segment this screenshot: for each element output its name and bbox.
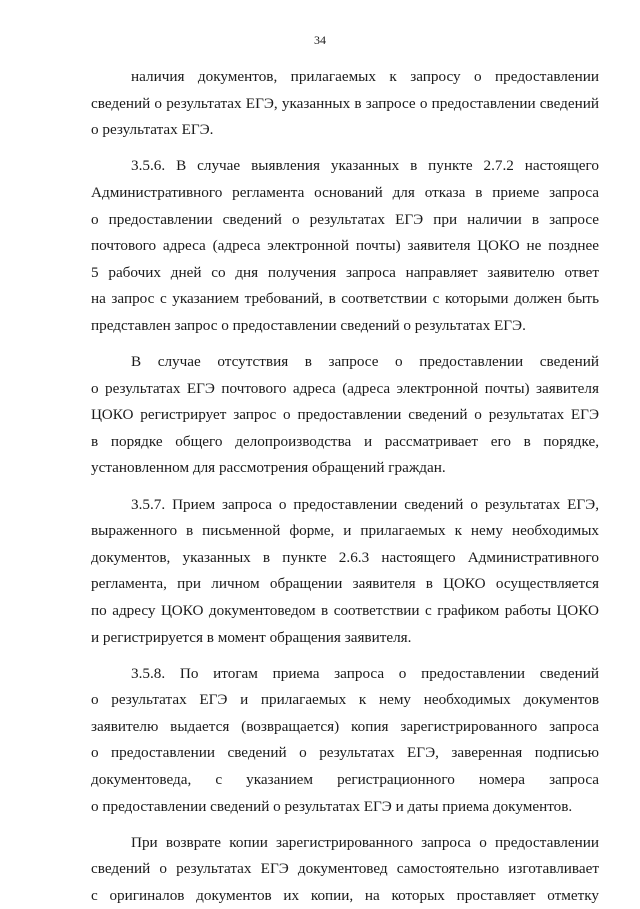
text-line: представлен запрос о предоставлении сведений о результатах ЕГЭ. [91, 316, 526, 334]
text-line: установленном для рассмотрения обращений граждан. [91, 459, 446, 477]
text-line: и регистрируется в момент обращения заявителя. [91, 628, 412, 646]
text-line: При возврате копии зарегистрированного запроса о предоставлении [131, 833, 599, 851]
text-line: о результатах ЕГЭ и прилагаемых к нему необходимых документов [91, 691, 599, 709]
page-number: 34 [314, 33, 326, 47]
text-line: документоведа, с указанием регистрационного номера запроса [91, 771, 599, 788]
text-line: в порядке общего делопроизводства и рассматривает его в порядке, [91, 432, 599, 450]
text-line: о предоставлении сведений о результатах ЕГЭ при наличии в запросе [91, 210, 599, 228]
text-line: почтового адреса (адреса электронной почты) заявителя ЦОКО не позднее [91, 237, 599, 255]
text-line: о результатах ЕГЭ почтового адреса (адреса электронной почты) заявителя [91, 379, 599, 397]
text-line: на запрос с указанием требований, в соответствии с которыми должен быть [91, 290, 599, 308]
text-line: 3.5.6. В случае выявления указанных в пункте 2.7.2 настоящего [131, 157, 599, 175]
text-line: документов, указанных в пункте 2.6.3 настоящего Административного [91, 548, 599, 566]
text-line: сведений о результатах ЕГЭ, указанных в запросе о предоставлении сведений [91, 94, 599, 112]
text-line: Административного регламента оснований для отказа в приеме запроса [91, 183, 599, 201]
text-line: с оригиналов документов их копии, на которых проставляет отметку [91, 886, 599, 904]
text-line: о предоставлении сведений о результатах ЕГЭ, заверенная подписью [91, 744, 599, 762]
text-line: ЦОКО регистрирует запрос о предоставлении сведений о результатах ЕГЭ [91, 406, 599, 424]
text-line: 5 рабочих дней со дня получения запроса направляет заявителю ответ [91, 263, 599, 281]
text-line: заявителю выдается (возвращается) копия зарегистрированного запроса [91, 717, 599, 735]
text-line: 3.5.7. Прием запроса о предоставлении сведений о результатах ЕГЭ, [131, 495, 599, 513]
text-line: 3.5.8. По итогам приема запроса о предоставлении сведений [131, 664, 599, 682]
text-line: о предоставлении сведений о результатах ЕГЭ и даты приема документов. [91, 797, 573, 815]
text-line: наличия документов, прилагаемых к запросу о предоставлении [131, 68, 599, 85]
text-line: о результатах ЕГЭ. [91, 121, 214, 139]
text-line: сведений о результатах ЕГЭ документовед самостоятельно изготавливает [91, 860, 599, 878]
text-line: выраженного в письменной форме, и прилагаемых к нему необходимых [91, 522, 599, 540]
text-line: В случае отсутствия в запросе о предоставлении сведений [131, 353, 599, 370]
text-line: по адресу ЦОКО документоведом в соответствии с графиком работы ЦОКО [91, 601, 599, 619]
text-line: регламента, при личном обращении заявителя в ЦОКО осуществляется [91, 575, 599, 593]
